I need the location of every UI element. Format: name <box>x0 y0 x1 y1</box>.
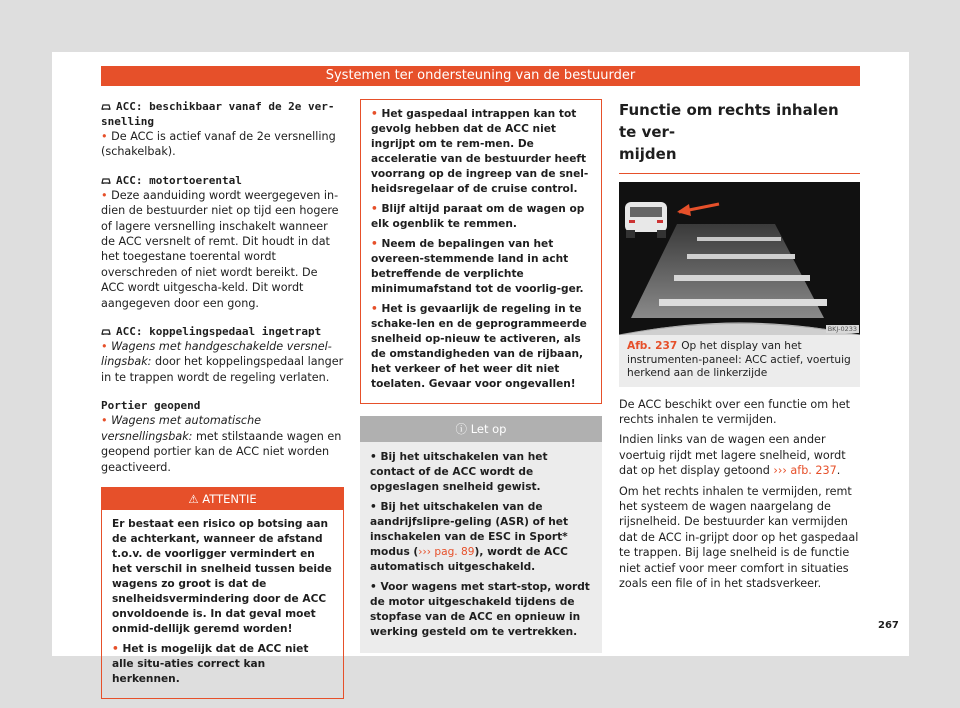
warning-title: ⚠ ATTENTIE <box>102 488 343 510</box>
caption-text: Op het display van het instrumenten-paneel: ACC actief, voertuig herkend aan de linkerzijde <box>627 340 851 379</box>
bullet-icon: • <box>371 203 378 215</box>
note-title: ⓘ Let op <box>360 416 602 442</box>
note-item: • Voor wagens met start-stop, wordt de motor uitgeschakeld tijdens de stopfase van de ACC en opnieuw in werking gesteld om te vertrekken. <box>370 581 590 638</box>
section-text-clutch: • Wagens met handgeschakelde versnel-lingsbak: door het koppelingspedaal langer in te trappen wordt de regeling verlaten. <box>101 340 344 384</box>
car-warning-icon <box>101 176 111 185</box>
note-box <box>360 416 602 653</box>
warning-item: • Het is gevaarlijk de regeling in te schake-len en de geprogrammeerde snelheid op-nieuw te activeren, als de omstandigheden van de rijbaan, het verkeer of het weer dit niet toelaten. Gevaar voor ongevallen! <box>371 303 587 390</box>
bullet-icon: • <box>101 188 108 202</box>
section-text-door: • Wagens met automatische versnellingsbak: met stilstaande wagen en geopend portier kan de ACC niet worden geactiveerd. <box>101 414 342 474</box>
note-item: • Bij het uitschakelen van het contact of de ACC wordt de opgeslagen snelheid gewist. <box>370 451 548 493</box>
body-paragraph: Om het rechts inhalen te vermijden, remt het systeem de wagen naargelang de rijsnelheid. De bestuurder kan vermijden dat de ACC in-grijpt door op het gaspedaal te trappen. Bij lage snelheid is de functie niet actief voor meer comfort in situaties zoals een file of in het stadsverkeer. <box>619 484 859 590</box>
column-left <box>101 99 344 699</box>
car-warning-icon <box>101 327 111 336</box>
page-number: 267 <box>878 620 899 631</box>
figure-caption <box>619 335 860 387</box>
body-paragraph: De ACC beschikt over een functie om het rechts inhalen te vermijden. <box>619 397 851 426</box>
warning-item: • Blijf altijd paraat om de wagen op elk ogenblik te remmen. <box>371 203 585 230</box>
warning-triangle-icon: ⚠ <box>188 491 199 506</box>
warning-body <box>102 510 343 698</box>
section-title-rpm: ACC: motortoerental <box>101 173 344 188</box>
bullet-icon: • <box>371 108 378 120</box>
bullet-icon: • <box>101 340 108 354</box>
chapter-header: Systemen ter ondersteuning van de bestuurder <box>101 66 860 86</box>
car-warning-icon <box>101 102 111 111</box>
figure-id: BKJ-0233 <box>827 325 857 333</box>
section-text-rpm: • Deze aanduiding wordt weergegeven in-dien de bestuurder niet op tijd een hogere of lagere versnelling inschakelt wanneer de ACC versnelt of remt. Dit houdt in dat het toegestane toerental wordt overschreden of niet wordt bereikt. De ACC wordt uitgescha-keld. Dit wordt aangegeven door een gong. <box>101 188 339 310</box>
display-illustration <box>619 182 860 335</box>
body-paragraph: Indien links van de wagen een ander voertuig rijdt met lagere snelheid, wordt dat op het display getoond ››› afb. 237. <box>619 433 846 478</box>
section-title-clutch: ACC: koppelingspedaal ingetrapt <box>101 324 344 339</box>
section-text-acc-gear: • De ACC is actief vanaf de 2e versnelling (schakelbak). <box>101 130 336 159</box>
info-icon: ⓘ <box>455 422 468 436</box>
note-body <box>360 442 602 653</box>
warning-bullet: • Het is mogelijk dat de ACC niet alle situ-aties correct kan herkennen. <box>112 642 309 685</box>
figure-number: Afb. 237 <box>627 340 678 352</box>
bullet-icon: • <box>112 642 119 655</box>
column-right <box>619 99 860 596</box>
warning-continued-box <box>360 99 602 404</box>
section-title-door: Portier geopend <box>101 399 201 413</box>
section-title-acc-gear: ACC: beschikbaar vanaf de 2e ver- snelling <box>101 100 335 128</box>
warning-item: • Neem de bepalingen van het overeen-stemmende land in acht betreffende de verplichte minimumafstand tot de voorlig-ger. <box>371 238 584 295</box>
page-link[interactable]: ››› pag. 89 <box>418 546 475 558</box>
instrument-display-graphic <box>619 182 860 335</box>
column-middle <box>360 99 602 653</box>
warning-paragraph: Er bestaat een risico op botsing aan de achterkant, wanneer de afstand t.o.v. de voorligger vermindert en het verschil in snelheid tussen beide wagens zo groot is dat de snelheidsvermindering door de ACC onvoldoende is. In dat geval moet onmid-dellijk geremd worden! <box>112 517 332 635</box>
section-heading: Functie om rechts inhalen te ver- mijden <box>619 99 860 174</box>
bullet-icon: • <box>371 238 378 250</box>
note-item: • Bij het uitschakelen van de aandrijfslipre-geling (ASR) of het inschakelen van de ESC in Sport* modus (››› pag. 89), wordt de ACC automatisch uitgeschakeld. <box>370 501 569 573</box>
warning-box <box>101 487 344 699</box>
bullet-icon: • <box>101 130 108 143</box>
figure-link[interactable]: ››› afb. 237 <box>773 464 837 478</box>
warning-item: • Het gaspedaal intrappen kan tot gevolg hebben dat de ACC niet ingrijpt om te rem-men. De acceleratie van de bestuurder heeft voorrang op de ingreep van de snel-heidsregelaar of de cruise control. <box>371 108 589 195</box>
bullet-icon: • <box>101 414 108 428</box>
bullet-icon: • <box>371 303 378 315</box>
